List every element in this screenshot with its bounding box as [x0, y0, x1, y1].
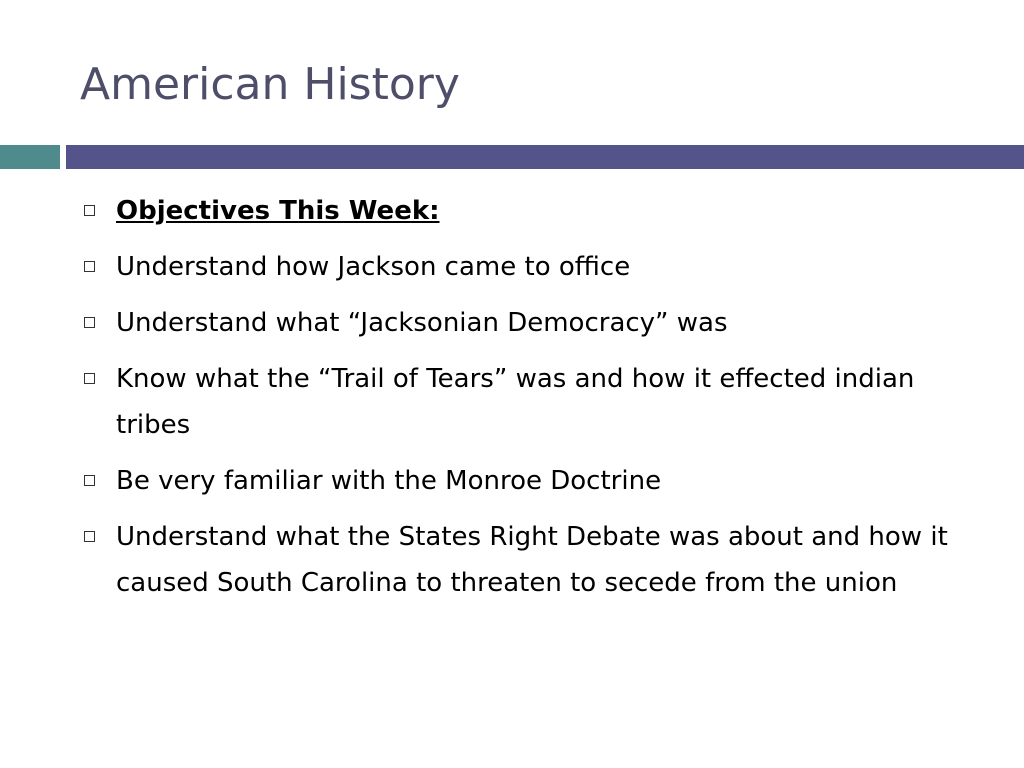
hollow-square-bullet-icon: [84, 205, 95, 216]
accent-bar-indigo: [66, 145, 1024, 169]
accent-bar-teal: [0, 145, 60, 169]
hollow-square-bullet-icon: [84, 373, 95, 384]
bullet-item-monroe-doctrine: [82, 458, 982, 504]
bullet-list: [82, 188, 982, 616]
bullet-item-trail-of-tears: [82, 356, 982, 448]
hollow-square-bullet-icon: [84, 317, 95, 328]
bullet-text: Understand what the States Right Debate was about and how it caused South Carolina to threaten to secede from the union: [116, 522, 948, 598]
bullet-text: Be very familiar with the Monroe Doctrine: [116, 466, 662, 496]
bullet-text: Understand what “Jacksonian Democracy” was: [116, 308, 728, 338]
hollow-square-bullet-icon: [84, 531, 95, 542]
bullet-text: Understand how Jackson came to office: [116, 252, 631, 282]
bullet-text: Objectives This Week:: [116, 196, 440, 226]
hollow-square-bullet-icon: [84, 261, 95, 272]
bullet-item-jacksonian-democracy: [82, 300, 982, 346]
bullet-item-objectives: [82, 188, 982, 234]
bullet-item-jackson-office: [82, 244, 982, 290]
bullet-item-states-rights: [82, 514, 982, 606]
hollow-square-bullet-icon: [84, 475, 95, 486]
slide-title: American History: [80, 59, 460, 110]
bullet-text: Know what the “Trail of Tears” was and how it effected indian tribes: [116, 364, 915, 440]
